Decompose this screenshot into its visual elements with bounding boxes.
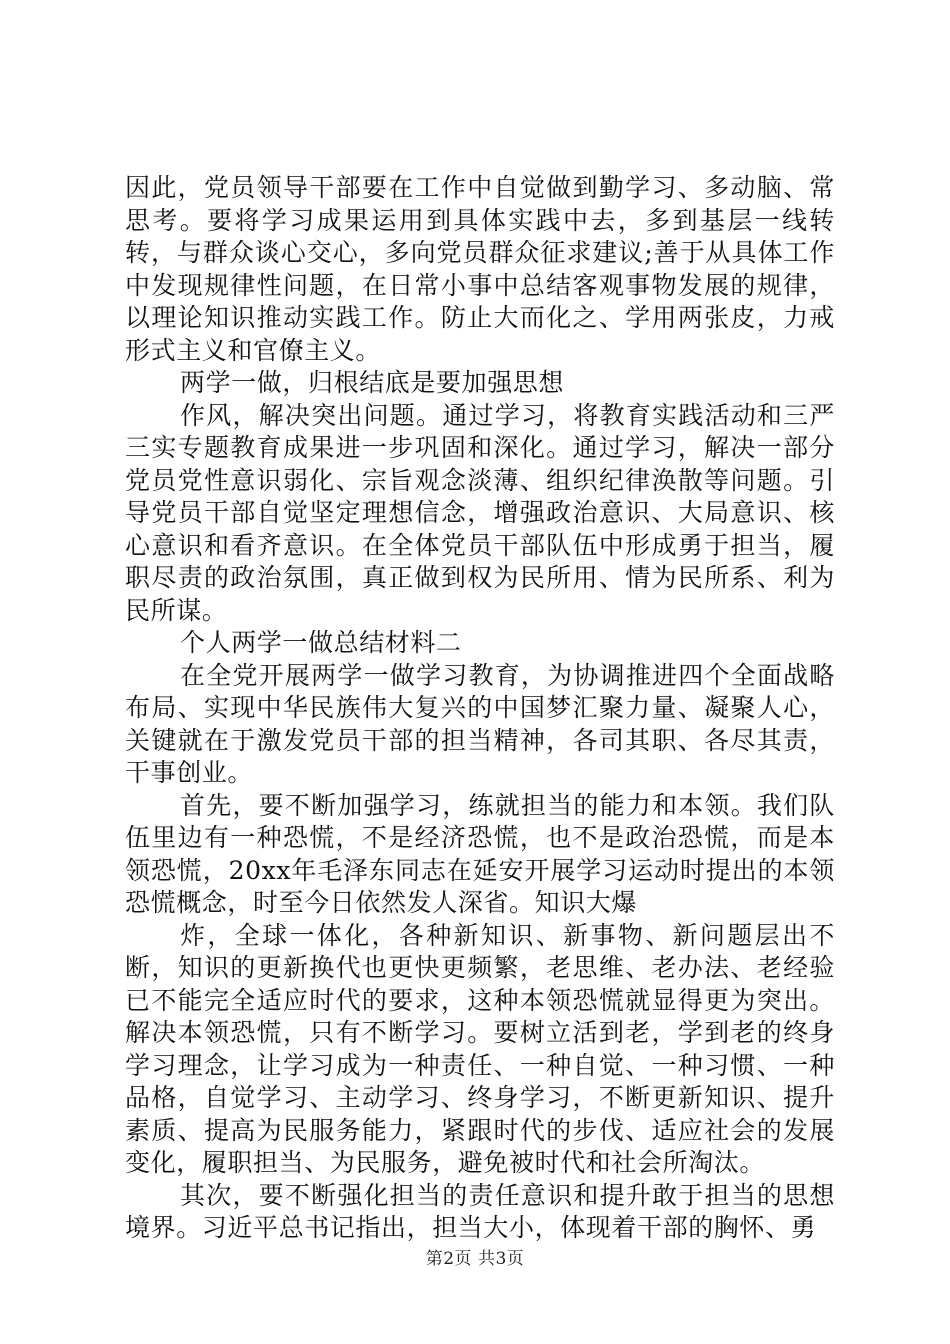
paragraph-6: 首先，要不断加强学习，练就担当的能力和本领。我们队伍里边有一种恐慌，不是经济恐慌，也不是政治恐慌，而是本领恐慌，20xx年毛泽东同志在延安开展学习运动时提出的本领恐慌概念，时至今日依然发人深省。知识大爆	[125, 790, 835, 917]
page-footer: 第2页 共3页	[425, 1249, 525, 1269]
paragraph-7: 炸，全球一体化，各种新知识、新事物、新问题层出不断，知识的更新换代也更快更频繁，老思维、老办法、老经验已不能完全适应时代的要求，这种本领恐慌就显得更为突出。解决本领恐慌，只有不断学习。要树立活到老，学到老的终身学习理念，让学习成为一种责任、一种自觉、一种习惯、一种品格，自觉学习、主动学习、终身学习，不断更新知识、提升素质、提高为民服务能力，紧跟时代的步伐、适应社会的发展变化，履职担当、为民服务，避免被时代和社会所淘汰。	[125, 920, 835, 1177]
paragraph-3: 作风，解决突出问题。通过学习，将教育实践活动和三严三实专题教育成果进一步巩固和深化。通过学习，解决一部分党员党性意识弱化、宗旨观念淡薄、组织纪律涣散等问题。引导党员干部自觉坚定理想信念，增强政治意识、大局意识、核心意识和看齐意识。在全体党员干部队伍中形成勇于担当，履职尽责的政治氛围，真正做到权为民所用、情为民所系、利为民所谋。	[125, 400, 835, 625]
paragraph-5: 在全党开展两学一做学习教育，为协调推进四个全面战略布局、实现中华民族伟大复兴的中国梦汇聚力量、凝聚人心，关键就在于激发党员干部的担当精神，各司其职、各尽其责，干事创业。	[125, 660, 835, 787]
paragraph-2: 两学一做，归根结底是要加强思想	[180, 368, 565, 397]
section-title: 个人两学一做总结材料二	[180, 628, 462, 657]
document-body	[125, 172, 835, 1245]
paragraph-1: 因此，党员领导干部要在工作中自觉做到勤学习、多动脑、常思考。要将学习成果运用到具体实践中去，多到基层一线转转，与群众谈心交心，多向党员群众征求建议;善于从具体工作中发现规律性问题，在日常小事中总结客观事物发展的规律，以理论知识推动实践工作。防止大而化之、学用两张皮，力戒形式主义和官僚主义。	[125, 173, 835, 365]
paragraph-8: 其次，要不断强化担当的责任意识和提升敢于担当的思想境界。习近平总书记指出，担当大小，体现着干部的胸怀、勇	[125, 1180, 835, 1242]
